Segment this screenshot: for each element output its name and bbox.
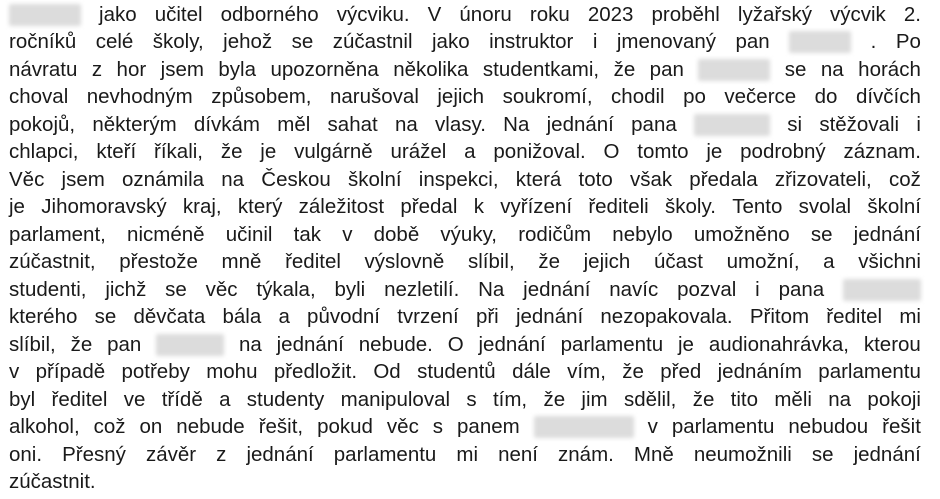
word: s bbox=[466, 388, 477, 411]
word: věc bbox=[386, 415, 419, 438]
word: předal bbox=[400, 195, 458, 218]
word: některým bbox=[92, 113, 177, 136]
text-line-12 bbox=[9, 305, 921, 329]
word: jim bbox=[581, 388, 608, 411]
word: školy. bbox=[665, 195, 716, 218]
word: panem bbox=[457, 415, 520, 438]
text-line-5 bbox=[9, 113, 921, 137]
word: že bbox=[538, 250, 560, 273]
word: jednání bbox=[478, 333, 546, 356]
word: ročníků bbox=[9, 30, 77, 53]
word: jejich bbox=[583, 250, 631, 273]
word: do bbox=[814, 85, 838, 108]
word: nicméně bbox=[127, 223, 205, 246]
text-line-6 bbox=[9, 140, 921, 164]
word: jednání bbox=[853, 223, 921, 246]
word: oni. bbox=[9, 443, 43, 466]
word: není bbox=[498, 443, 538, 466]
word: pozval bbox=[677, 278, 737, 301]
word: pokojů, bbox=[9, 113, 76, 136]
word: vulgárně bbox=[294, 140, 373, 163]
word: Českou bbox=[261, 168, 331, 191]
word: zúčastnit. bbox=[9, 470, 96, 493]
word: vlasy. bbox=[435, 113, 486, 136]
word: že bbox=[543, 388, 566, 411]
word: na bbox=[221, 168, 245, 191]
word: jako bbox=[431, 30, 470, 53]
word: Tento bbox=[732, 195, 783, 218]
redacted-name bbox=[698, 59, 770, 81]
word: výuky, bbox=[440, 223, 497, 246]
word: alkohol, bbox=[9, 415, 80, 438]
text-line-11 bbox=[9, 278, 921, 302]
word: předložit. bbox=[273, 360, 358, 383]
word: učitel bbox=[154, 3, 203, 26]
word: stěžovali bbox=[819, 113, 900, 136]
word: jako bbox=[99, 3, 137, 26]
word: výcviku. bbox=[336, 3, 410, 26]
text-line-8 bbox=[9, 195, 921, 219]
word: mně bbox=[221, 250, 262, 273]
word: účast bbox=[653, 250, 703, 273]
word: návratu bbox=[9, 58, 78, 81]
word: ředitel bbox=[826, 305, 883, 328]
word: manipuloval bbox=[340, 388, 451, 411]
word: jednání bbox=[515, 305, 584, 328]
word: pokoji bbox=[867, 388, 921, 411]
word: jednáním bbox=[717, 360, 802, 383]
redacted-name bbox=[843, 279, 921, 301]
word: že bbox=[692, 388, 715, 411]
word: umožněno bbox=[693, 223, 790, 246]
text-line-13 bbox=[9, 333, 921, 357]
word: parlament, bbox=[9, 223, 106, 246]
word: případě bbox=[35, 360, 106, 383]
word: choval bbox=[9, 85, 69, 108]
word: se bbox=[811, 443, 834, 466]
word: že bbox=[613, 58, 636, 81]
word: na bbox=[238, 333, 262, 356]
word: jsem bbox=[61, 168, 105, 191]
word: jednání bbox=[276, 333, 344, 356]
word: parlamentu bbox=[671, 415, 775, 438]
word: chodil bbox=[611, 85, 665, 108]
word: zúčastnil bbox=[332, 30, 413, 53]
word: na bbox=[394, 113, 418, 136]
word: Od bbox=[373, 360, 401, 383]
word: že bbox=[220, 140, 243, 163]
word: nebylo bbox=[612, 223, 673, 246]
word: tvrzení bbox=[397, 305, 459, 328]
word: instruktor bbox=[489, 30, 574, 53]
word: jmenovaný bbox=[616, 30, 717, 53]
word: školy, bbox=[152, 30, 204, 53]
word: roku bbox=[529, 3, 570, 26]
word: parlamentu bbox=[333, 443, 437, 466]
word: přestože bbox=[119, 250, 198, 273]
word: Na bbox=[503, 113, 530, 136]
word: se bbox=[784, 58, 807, 81]
word: i bbox=[916, 113, 921, 136]
word: . bbox=[870, 30, 877, 53]
word: slíbil, bbox=[467, 250, 515, 273]
word: O bbox=[447, 333, 464, 356]
word: tím, bbox=[492, 388, 528, 411]
word: předala bbox=[689, 168, 758, 191]
word: že bbox=[622, 360, 644, 383]
word: upozorněna bbox=[270, 58, 379, 81]
text-line-7 bbox=[9, 168, 921, 192]
word: v bbox=[342, 223, 353, 246]
word: v bbox=[9, 360, 20, 383]
word: dále bbox=[512, 360, 551, 383]
word: V bbox=[427, 3, 442, 26]
word: tomto bbox=[637, 140, 689, 163]
word: zřizovateli, bbox=[774, 168, 872, 191]
text-line-18 bbox=[9, 470, 921, 494]
text-line-1 bbox=[9, 3, 921, 27]
word: všichni bbox=[858, 250, 921, 273]
redacted-name bbox=[156, 334, 224, 356]
word: Na bbox=[478, 278, 505, 301]
word: O bbox=[603, 140, 620, 163]
word: a bbox=[464, 140, 476, 163]
word: jednání bbox=[523, 278, 591, 301]
word: Přesný bbox=[62, 443, 126, 466]
word: dívčích bbox=[855, 85, 921, 108]
word: tak bbox=[293, 223, 321, 246]
word: ředitel bbox=[285, 250, 341, 273]
redacted-name bbox=[534, 416, 634, 438]
word: mohu bbox=[206, 360, 258, 383]
word: a bbox=[823, 250, 835, 273]
word: podrobný bbox=[740, 140, 826, 163]
word: pana bbox=[778, 278, 825, 301]
redacted-name bbox=[789, 31, 851, 53]
text-line-14 bbox=[9, 360, 921, 384]
word: jsem bbox=[160, 58, 204, 81]
word: nezletilí. bbox=[384, 278, 460, 301]
word: což bbox=[888, 168, 921, 191]
word: parlamentu bbox=[560, 333, 664, 356]
word: měl bbox=[277, 113, 311, 136]
word: na bbox=[828, 388, 852, 411]
word: školní bbox=[867, 195, 921, 218]
word: výcvik bbox=[830, 3, 886, 26]
word: inspekci, bbox=[418, 168, 499, 191]
word: nebude. bbox=[358, 333, 433, 356]
word: třídě bbox=[161, 388, 203, 411]
word: i bbox=[592, 30, 598, 53]
word: je bbox=[9, 195, 25, 218]
word: bála bbox=[222, 305, 262, 328]
word: audionahrávka, bbox=[708, 333, 849, 356]
word: z bbox=[91, 58, 103, 81]
word: hor bbox=[116, 58, 147, 81]
word: při bbox=[475, 305, 499, 328]
word: ve bbox=[123, 388, 146, 411]
word: ředitel bbox=[51, 388, 108, 411]
word: byli bbox=[334, 278, 366, 301]
word: proběhl bbox=[651, 3, 720, 26]
word: původní bbox=[307, 305, 380, 328]
word: několika bbox=[393, 58, 469, 81]
text-line-3 bbox=[9, 58, 921, 82]
word: se bbox=[810, 223, 833, 246]
word: však bbox=[629, 168, 673, 191]
word: se bbox=[291, 30, 314, 53]
word: jejich bbox=[437, 85, 485, 108]
word: je bbox=[260, 140, 277, 163]
word: záležitost bbox=[298, 195, 385, 218]
word: způsobem, bbox=[211, 85, 312, 108]
word: nevhodným bbox=[86, 85, 193, 108]
word: učinil bbox=[225, 223, 273, 246]
word: který bbox=[237, 195, 283, 218]
word: je bbox=[678, 333, 694, 356]
word: se bbox=[94, 305, 117, 328]
word: jednání bbox=[853, 443, 921, 466]
word: urážel bbox=[390, 140, 447, 163]
word: řešit bbox=[882, 415, 921, 438]
word: v bbox=[647, 415, 658, 438]
text-line-16 bbox=[9, 415, 921, 439]
word: době bbox=[373, 223, 420, 246]
word: si bbox=[787, 113, 803, 136]
word: odborného bbox=[220, 3, 319, 26]
word: vyřízení bbox=[500, 195, 573, 218]
word: k bbox=[473, 195, 484, 218]
word: nebudou bbox=[788, 415, 869, 438]
text-line-9 bbox=[9, 223, 921, 247]
redacted-name bbox=[694, 114, 770, 136]
word: kterého bbox=[9, 305, 78, 328]
word: mi bbox=[456, 443, 479, 466]
word: soukromí, bbox=[502, 85, 593, 108]
word: umožní, bbox=[726, 250, 800, 273]
word: lyžařský bbox=[737, 3, 812, 26]
word: kraj, bbox=[182, 195, 222, 218]
word: on bbox=[139, 415, 163, 438]
word: před bbox=[660, 360, 702, 383]
word: školní bbox=[348, 168, 402, 191]
word: pana bbox=[631, 113, 677, 136]
word: pan bbox=[107, 333, 142, 356]
word: tito bbox=[730, 388, 759, 411]
word: vím, bbox=[567, 360, 606, 383]
word: studenti, bbox=[9, 278, 87, 301]
word: parlamentu bbox=[818, 360, 921, 383]
word: pokud bbox=[317, 415, 373, 438]
word: po bbox=[683, 85, 706, 108]
word: zúčastnit, bbox=[9, 250, 96, 273]
word: jednání bbox=[546, 113, 614, 136]
word: se bbox=[165, 278, 187, 301]
text-line-2 bbox=[9, 30, 921, 54]
word: pan bbox=[649, 58, 684, 81]
text-line-17 bbox=[9, 443, 921, 467]
word: jichž bbox=[105, 278, 147, 301]
word: sahat bbox=[327, 113, 378, 136]
word: což bbox=[93, 415, 126, 438]
word: studentů bbox=[417, 360, 496, 383]
word: Přitom bbox=[749, 305, 810, 328]
word: neumožnili bbox=[693, 443, 792, 466]
word: že bbox=[70, 333, 93, 356]
text-line-4 bbox=[9, 85, 921, 109]
word: únoru bbox=[459, 3, 512, 26]
word: mi bbox=[899, 305, 921, 328]
word: chlapci, bbox=[9, 140, 79, 163]
word: večerce bbox=[724, 85, 797, 108]
word: toto bbox=[578, 168, 613, 191]
word: oznámila bbox=[122, 168, 205, 191]
word: navíc bbox=[609, 278, 659, 301]
word: výslovně bbox=[364, 250, 445, 273]
word: říkali, bbox=[154, 140, 203, 163]
redacted-name bbox=[9, 4, 81, 26]
text-line-15 bbox=[9, 388, 921, 412]
word: Mně bbox=[633, 443, 674, 466]
word: nezopakovala. bbox=[600, 305, 733, 328]
word: 2023 bbox=[587, 3, 634, 26]
word: i bbox=[755, 278, 760, 301]
word: a bbox=[219, 388, 231, 411]
word: svolal bbox=[798, 195, 852, 218]
word: byl bbox=[9, 388, 36, 411]
word: a bbox=[278, 305, 290, 328]
word: narušoval bbox=[329, 85, 419, 108]
word: celé bbox=[95, 30, 134, 53]
word: jednání bbox=[246, 443, 314, 466]
word: nebude bbox=[176, 415, 245, 438]
word: kterou bbox=[863, 333, 921, 356]
word: Věc bbox=[9, 168, 45, 191]
word: věc bbox=[205, 278, 238, 301]
word: týkala, bbox=[256, 278, 316, 301]
word: měli bbox=[774, 388, 812, 411]
word: dívkám bbox=[193, 113, 260, 136]
word: kteří bbox=[96, 140, 137, 163]
word: studentkami, bbox=[482, 58, 600, 81]
word: z bbox=[216, 443, 227, 466]
word: je bbox=[706, 140, 723, 163]
word: záznam. bbox=[843, 140, 921, 163]
word: závěr bbox=[145, 443, 197, 466]
word: potřeby bbox=[121, 360, 190, 383]
word: byla bbox=[218, 58, 256, 81]
word: řediteli bbox=[588, 195, 649, 218]
word: na bbox=[820, 58, 844, 81]
word: děvčata bbox=[133, 305, 206, 328]
word: s bbox=[432, 415, 444, 438]
word: studenty bbox=[246, 388, 325, 411]
word: znám. bbox=[558, 443, 614, 466]
word: rodičům bbox=[518, 223, 592, 246]
word: slíbil, bbox=[9, 333, 56, 356]
word: jehož bbox=[223, 30, 273, 53]
word: Po bbox=[895, 30, 921, 53]
word: Jihomoravský bbox=[41, 195, 167, 218]
text-line-10 bbox=[9, 250, 921, 274]
word: sdělil, bbox=[623, 388, 677, 411]
word: která bbox=[515, 168, 562, 191]
word: 2. bbox=[903, 3, 921, 26]
word: ponižoval. bbox=[493, 140, 586, 163]
word: řešit, bbox=[258, 415, 304, 438]
word: horách bbox=[858, 58, 921, 81]
word: pan bbox=[735, 30, 770, 53]
